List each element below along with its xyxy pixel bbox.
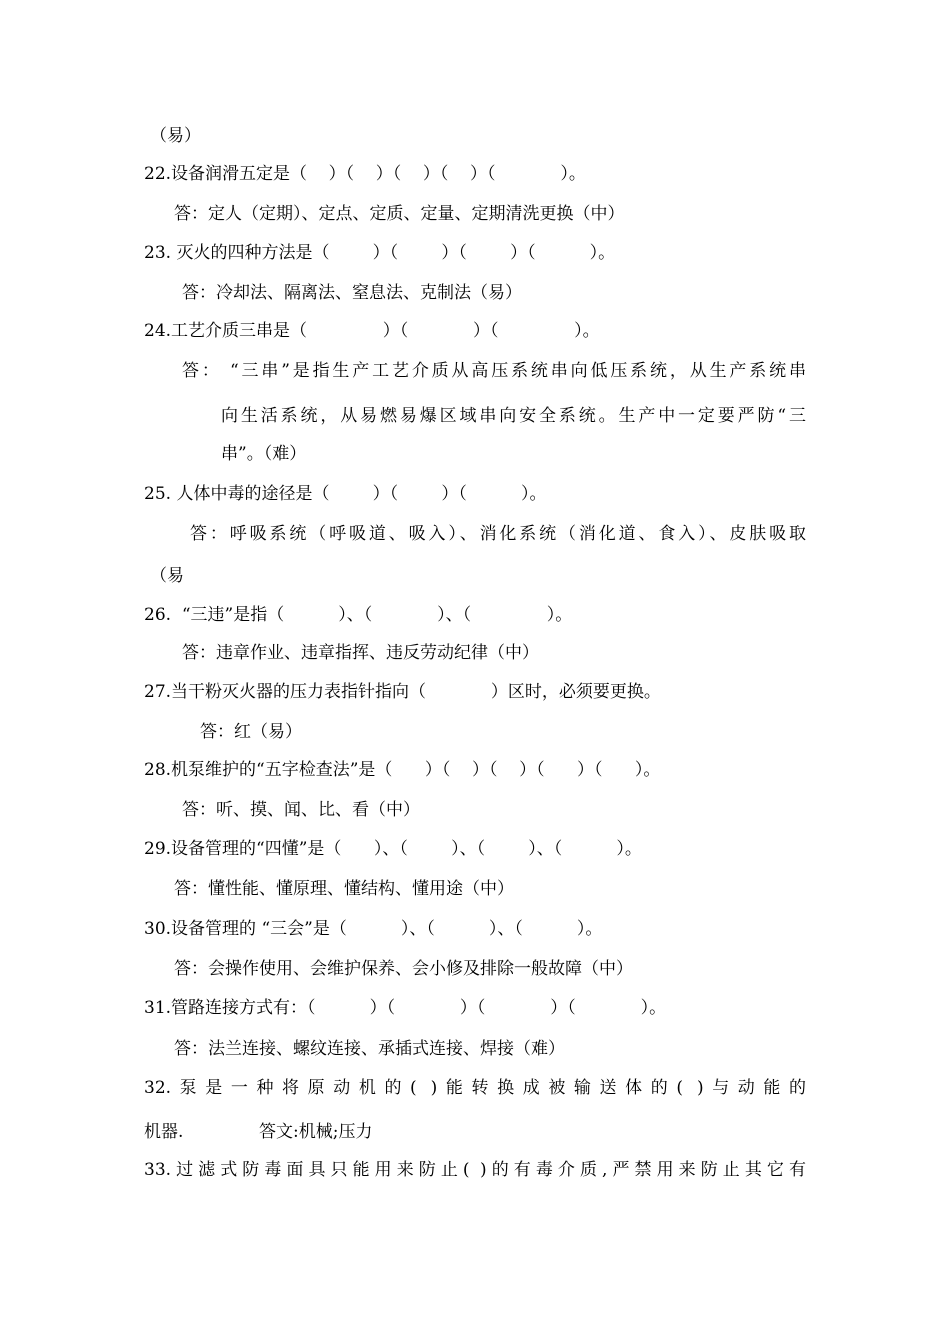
question-30: 30.设备管理的 “三会”是（ ）、（ ）、（ ）。 (144, 919, 603, 939)
question-23: 23. 灭火的四种方法是（ ）（ ）（ ）（ ）。 (144, 243, 616, 263)
answer-31: 答：法兰连接、螺纹连接、承插式连接、焊接（难） (174, 1039, 565, 1059)
answer-27: 答：红（易） (200, 722, 302, 742)
answer-24-line-1: 答： “三串”是指生产工艺介质从高压系统串向低压系统，从生产系统串 (182, 361, 806, 381)
question-31: 31.管路连接方式有：（ ）（ ）（ ）（ ）。 (144, 998, 667, 1018)
answer-23: 答：冷却法、隔离法、窒息法、克制法（易） (182, 283, 522, 303)
question-32-line-1: 32.泵是一种将原动机的( )能转换成被输送体的( )与动能的 (144, 1078, 806, 1098)
answer-25-line-1: 答：呼吸系统（呼吸道、吸入）、消化系统（消化道、食入）、皮肤吸取 (190, 524, 806, 544)
question-22: 22.设备润滑五定是（ ）（ ）（ ）（ ）（ ）。 (144, 164, 586, 184)
answer-26: 答：违章作业、违章指挥、违反劳动纪律（中） (182, 643, 539, 663)
answer-24-line-2: 向生活系统，从易燃易爆区域串向安全系统。生产中一定要严防“三 (221, 406, 806, 426)
answer-24-line-3: 串”。（难） (221, 444, 307, 464)
answer-29: 答：懂性能、懂原理、懂结构、懂用途（中） (174, 879, 514, 899)
line-0: （易） (150, 126, 201, 146)
question-29: 29.设备管理的“四懂”是（ ）、（ ）、（ ）、（ ）。 (144, 839, 642, 859)
answer-22: 答：定人（定期）、定点、定质、定量、定期清洗更换（中） (174, 204, 625, 224)
question-27: 27.当干粉灭火器的压力表指针指向（ ）区时，必须要更换。 (144, 682, 661, 702)
question-28: 28.机泵维护的“五字检查法”是（ ）（ ）（ ）（ ）（ ）。 (144, 760, 661, 780)
answer-28: 答：听、摸、闻、比、看（中） (182, 800, 420, 820)
question-26: 26. “三违”是指（ ）、（ ）、（ ）。 (144, 605, 573, 625)
answer-30: 答：会操作使用、会维护保养、会小修及排除一般故障（中） (174, 959, 633, 979)
question-25: 25. 人体中毒的途径是（ ）（ ）（ ）。 (144, 484, 547, 504)
question-32-line-2: 机器. 答文:机械;压力 (144, 1122, 373, 1142)
question-33-line-1: 33.过滤式防毒面具只能用来防止( )的有毒介质,严禁用来防止其它有 (144, 1160, 806, 1180)
answer-25-line-2: （易 (150, 566, 184, 586)
question-24: 24.工艺介质三串是（ ）（ ）（ ）。 (144, 321, 600, 341)
